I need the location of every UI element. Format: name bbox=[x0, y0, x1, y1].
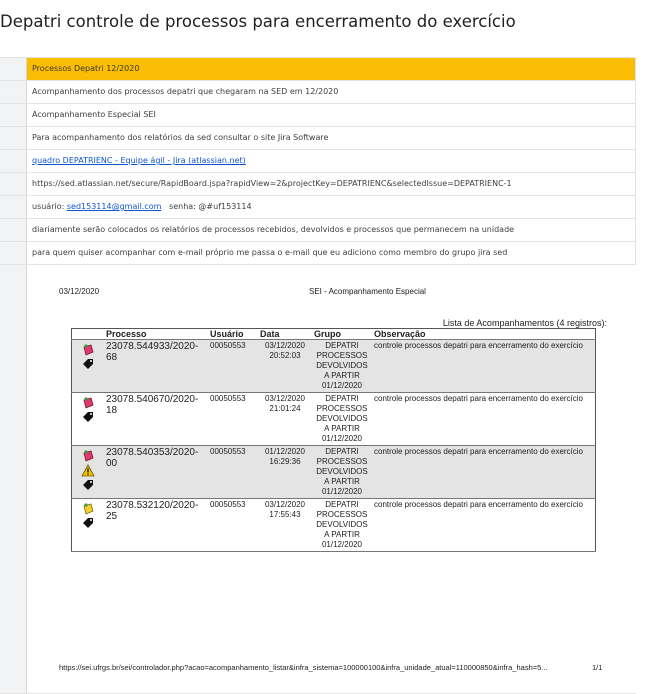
row-icons bbox=[72, 340, 105, 393]
password-text: senha: @#uf153114 bbox=[169, 202, 252, 211]
tag-icon bbox=[81, 517, 95, 529]
observation: controle processos depatri para encerramento do exercício bbox=[372, 446, 596, 499]
sheet-row[interactable] bbox=[0, 196, 636, 219]
row-header[interactable] bbox=[0, 58, 27, 80]
warning-icon bbox=[81, 464, 95, 477]
sheet-cell[interactable]: para quem quiser acompanhar com e-mail próprio me passa o e-mail que eu adiciono como membro do grupo jira sed bbox=[27, 242, 636, 264]
user-label: usuário: bbox=[32, 202, 67, 211]
sheet-row[interactable] bbox=[0, 150, 636, 173]
sheet-row[interactable] bbox=[0, 242, 636, 265]
table-row bbox=[72, 499, 596, 552]
date-time bbox=[258, 446, 312, 499]
sei-report-image[interactable] bbox=[27, 265, 609, 693]
user-id: 00050553 bbox=[208, 340, 258, 393]
column-header-data: Data bbox=[258, 329, 312, 340]
report-title: SEI - Acompanhamento Especial bbox=[309, 287, 426, 296]
date: 03/12/2020 bbox=[264, 341, 306, 350]
tag-icon bbox=[81, 358, 95, 370]
bag-yellow-icon bbox=[81, 502, 95, 515]
table-row bbox=[72, 340, 596, 393]
row-header[interactable] bbox=[0, 265, 27, 693]
bag-icon bbox=[81, 343, 95, 356]
date-time bbox=[258, 393, 312, 446]
sheet-row[interactable] bbox=[0, 127, 636, 150]
sheet-row[interactable] bbox=[0, 57, 636, 81]
date: 03/12/2020 bbox=[264, 500, 306, 509]
bag-icon bbox=[81, 396, 95, 409]
column-header-processo: Processo bbox=[104, 329, 208, 340]
document-title: Depatri controle de processos para encerramento do exercício bbox=[0, 12, 516, 31]
row-header[interactable] bbox=[0, 104, 27, 126]
row-header[interactable] bbox=[0, 196, 27, 218]
date: 03/12/2020 bbox=[264, 394, 306, 403]
row-header[interactable] bbox=[0, 242, 27, 264]
sheet-row[interactable] bbox=[0, 81, 636, 104]
process-number[interactable]: 23078.532120/2020-25 bbox=[104, 499, 208, 552]
tag-icon bbox=[81, 411, 95, 423]
row-icons bbox=[72, 393, 105, 446]
column-header-observacao: Observação bbox=[372, 329, 596, 340]
process-number[interactable]: 23078.540670/2020-18 bbox=[104, 393, 208, 446]
tag-icon bbox=[81, 479, 95, 491]
user-id: 00050553 bbox=[208, 393, 258, 446]
sheet-cell-header[interactable]: Processos Depatri 12/2020 bbox=[27, 58, 636, 80]
row-header[interactable] bbox=[0, 150, 27, 172]
user-id: 00050553 bbox=[208, 446, 258, 499]
column-header-usuario: Usuário bbox=[208, 329, 258, 340]
process-number[interactable]: 23078.540353/2020-00 bbox=[104, 446, 208, 499]
group-name: DEPATRI PROCESSOS DEVOLVIDOS A PARTIR 01/12/2020 bbox=[312, 393, 372, 446]
table-row bbox=[72, 446, 596, 499]
table-header-row bbox=[72, 329, 596, 340]
group-name: DEPATRI PROCESSOS DEVOLVIDOS A PARTIR 01/12/2020 bbox=[312, 340, 372, 393]
sheet-cell[interactable] bbox=[27, 150, 636, 172]
user-id: 00050553 bbox=[208, 499, 258, 552]
group-name: DEPATRI PROCESSOS DEVOLVIDOS A PARTIR 01/12/2020 bbox=[312, 446, 372, 499]
row-header[interactable] bbox=[0, 173, 27, 195]
jira-board-link[interactable]: quadro DEPATRIENC - Equipe ágil - Jira (atlassian.net) bbox=[32, 156, 246, 165]
bag-icon bbox=[81, 449, 95, 462]
report-footer-page: 1/1 bbox=[592, 663, 603, 672]
sheet-row-image bbox=[0, 265, 636, 694]
sheet-cell[interactable] bbox=[27, 196, 636, 218]
column-header-grupo: Grupo bbox=[312, 329, 372, 340]
sheet-cell[interactable]: Acompanhamento Especial SEI bbox=[27, 104, 636, 126]
observation: controle processos depatri para encerramento do exercício bbox=[372, 499, 596, 552]
date-time bbox=[258, 340, 312, 393]
report-list-caption: Lista de Acompanhamentos (4 registros): bbox=[442, 318, 607, 328]
sheet-row[interactable] bbox=[0, 219, 636, 242]
time: 21:01:24 bbox=[269, 404, 301, 413]
group-name: DEPATRI PROCESSOS DEVOLVIDOS A PARTIR 01/12/2020 bbox=[312, 499, 372, 552]
sheet-cell[interactable]: diariamente serão colocados os relatórios de processos recebidos, devolvidos e processos que permanecem na unidade bbox=[27, 219, 636, 241]
row-header[interactable] bbox=[0, 81, 27, 103]
sheet-row[interactable] bbox=[0, 104, 636, 127]
report-date: 03/12/2020 bbox=[59, 287, 100, 296]
date-time bbox=[258, 499, 312, 552]
sheet-cell[interactable]: Acompanhamento dos processos depatri que chegaram na SED em 12/2020 bbox=[27, 81, 636, 103]
sheet-cell[interactable]: https://sed.atlassian.net/secure/RapidBoard.jspa?rapidView=2&projectKey=DEPATRIENC&selectedIssue=DEPATRIENC-1 bbox=[27, 173, 636, 195]
process-number[interactable]: 23078.544933/2020-68 bbox=[104, 340, 208, 393]
email-link[interactable]: sed153114@gmail.com bbox=[66, 202, 162, 211]
icon-column-header bbox=[72, 329, 105, 340]
row-icons bbox=[72, 446, 105, 499]
time: 17:55:43 bbox=[269, 510, 301, 519]
time: 16:29:36 bbox=[269, 457, 301, 466]
row-header[interactable] bbox=[0, 219, 27, 241]
time: 20:52:03 bbox=[269, 351, 301, 360]
observation: controle processos depatri para encerramento do exercício bbox=[372, 340, 596, 393]
sheet-cell[interactable]: Para acompanhamento dos relatórios da sed consultar o site Jira Software bbox=[27, 127, 636, 149]
report-footer-url: https://sei.ufrgs.br/sei/controlador.php?acao=acompanhamento_listar&infra_sistema=100000100&infra_unidade_atual=110000850&infra_hash=5... bbox=[59, 663, 548, 672]
row-icons bbox=[72, 499, 105, 552]
sheet-row[interactable] bbox=[0, 173, 636, 196]
observation: controle processos depatri para encerramento do exercício bbox=[372, 393, 596, 446]
date: 01/12/2020 bbox=[264, 447, 306, 456]
row-header[interactable] bbox=[0, 127, 27, 149]
spreadsheet bbox=[0, 57, 636, 694]
table-row bbox=[72, 393, 596, 446]
acompanhamento-table bbox=[71, 328, 596, 552]
